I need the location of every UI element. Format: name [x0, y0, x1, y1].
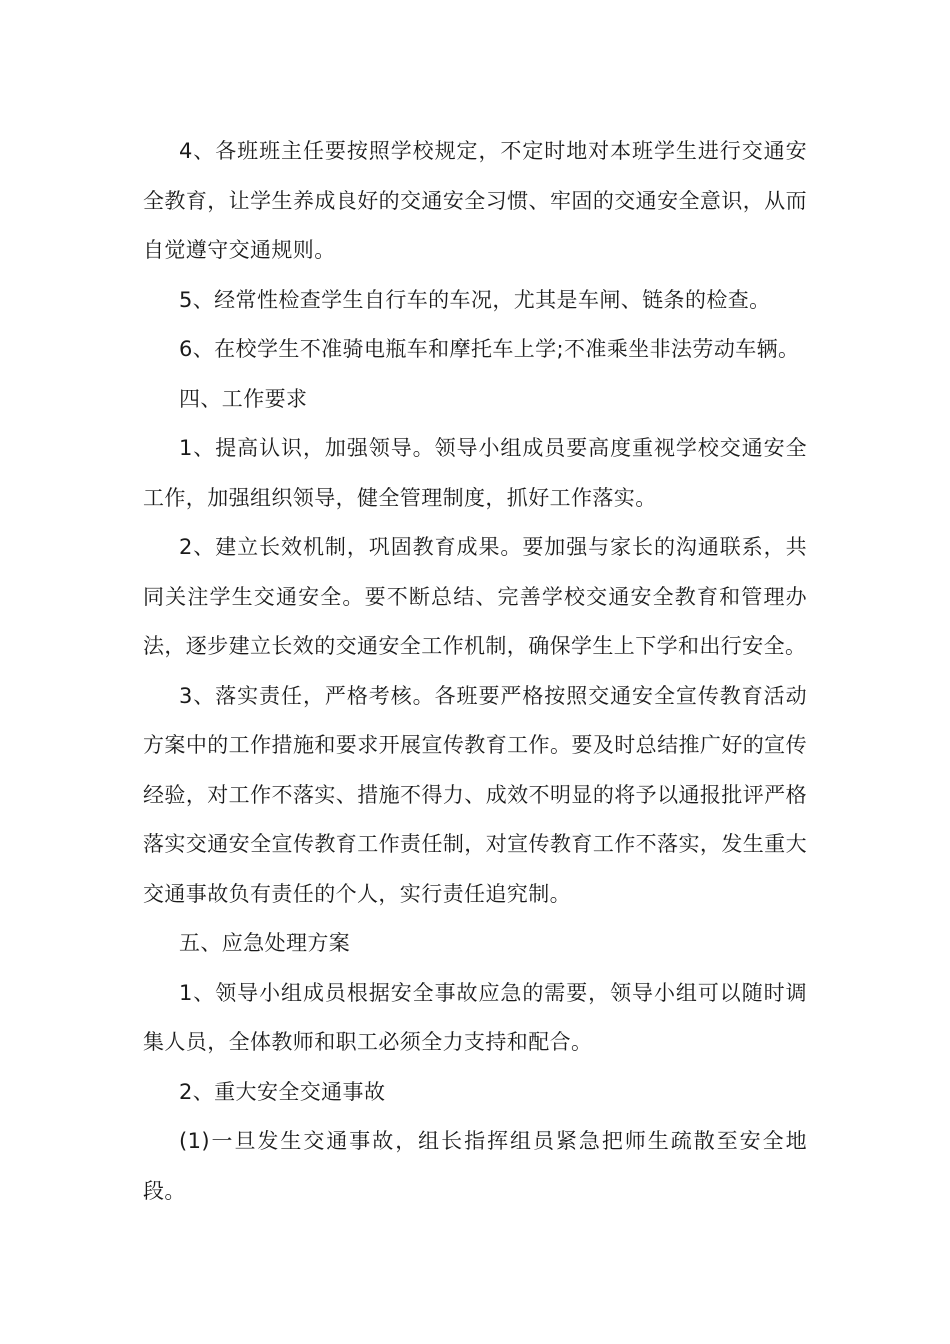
- document-body: [143, 127, 807, 1216]
- paragraph-vehicle-ban: 6、在校学生不准骑电瓶车和摩托车上学;不准乘坐非法劳动车辆。: [179, 337, 800, 361]
- paragraph-major-accident-heading: 2、重大安全交通事故: [179, 1079, 386, 1104]
- paragraph-class-teacher-education: 4、各班班主任要按照学校规定，不定时地对本班学生进行交通安全教育，让学生养成良好的交通安全习惯、牢固的交通安全意识，从而自觉遵守交通规则。: [143, 139, 807, 262]
- paragraph-responsibility-assessment: 3、落实责任，严格考核。各班要严格按照交通安全宣传教育活动方案中的工作措施和要求开展宣传教育工作。要及时总结推广好的宣传经验，对工作不落实、措施不得力、成效不明显的将予以通报批评严格落实交通安全宣传教育工作责任制，对宣传教育工作不落实，发生重大交通事故负有责任的个人，实行责任追究制。: [143, 683, 807, 906]
- section-heading-emergency-plan: 五、应急处理方案: [179, 931, 351, 955]
- paragraph-raise-awareness: 1、提高认识，加强领导。领导小组成员要高度重视学校交通安全工作，加强组织领导，健全管理制度，抓好工作落实。: [143, 436, 807, 510]
- paragraph-long-term-mechanism: 2、建立长效机制，巩固教育成果。要加强与家长的沟通联系，共同关注学生交通安全。要不断总结、完善学校交通安全教育和管理办法，逐步建立长效的交通安全工作机制，确保学生上下学和出行安全。: [143, 535, 807, 658]
- paragraph-leadership-mobilization: 1、领导小组成员根据安全事故应急的需要，领导小组可以随时调集人员，全体教师和职工必须全力支持和配合。: [143, 980, 807, 1054]
- paragraph-evacuation: (1)一旦发生交通事故，组长指挥组员紧急把师生疏散至安全地段。: [143, 1129, 807, 1203]
- section-heading-work-requirements: 四、工作要求: [179, 386, 308, 411]
- paragraph-bicycle-check: 5、经常性检查学生自行车的车况，尤其是车闸、链条的检查。: [179, 287, 771, 312]
